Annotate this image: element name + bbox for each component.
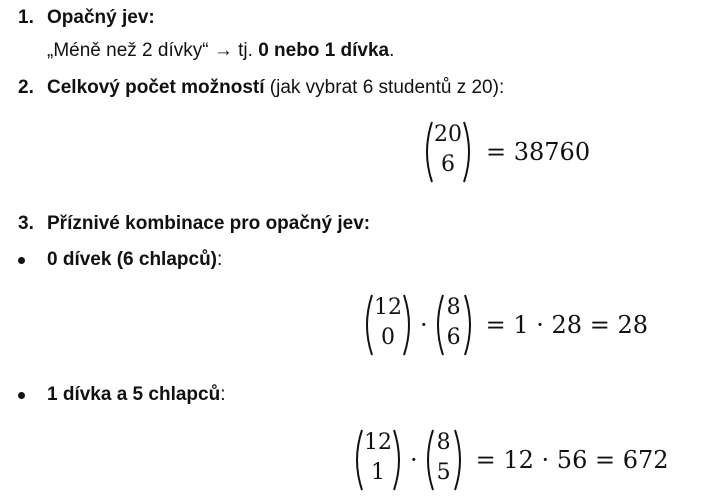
binom-bottom: 1	[371, 460, 385, 485]
step-1-number: 1.	[18, 7, 34, 28]
formula-total	[420, 120, 594, 184]
binomial-12-0	[360, 293, 416, 357]
case-2-title: 1 dívka a 5 chlapců	[47, 384, 221, 405]
binom-top: 8	[446, 295, 461, 320]
step-2-rest: (jak vybrat 6 studentů z 20):	[264, 77, 505, 98]
formula-case-2	[350, 428, 673, 492]
binomial-20-6	[420, 120, 476, 184]
step-2-title: Celkový počet možností	[47, 77, 265, 98]
step-2-text	[47, 76, 504, 100]
step-1-text-a: „Méně než 2 dívky“ → tj.	[47, 40, 259, 61]
binom-top: 8	[436, 430, 451, 455]
step-1-text	[47, 39, 394, 63]
dot-operator: ·	[410, 446, 418, 474]
step-1-text-end: .	[389, 40, 395, 61]
case-1-title: 0 dívek (6 chlapců)	[47, 249, 218, 270]
step-3-title: Příznivé kombinace pro opačný jev:	[47, 213, 371, 234]
case-1-label	[47, 248, 222, 272]
binom-top: 20	[434, 122, 462, 147]
step-1-title: Opačný jev:	[47, 7, 155, 28]
formula-result: = 38760	[486, 138, 591, 166]
bullet-icon	[18, 257, 25, 264]
formula-result: = 1 · 28 = 28	[485, 311, 648, 339]
binom-bottom: 6	[441, 152, 455, 177]
case-2-colon: :	[220, 384, 226, 405]
binom-bottom: 6	[446, 325, 461, 350]
formula-case-1	[360, 293, 652, 357]
binom-bottom: 5	[436, 460, 451, 485]
case-1-colon: :	[217, 249, 223, 270]
binomial-8-5	[422, 428, 466, 492]
binom-bottom: 0	[381, 325, 395, 350]
binom-top: 12	[374, 295, 402, 320]
step-1-text-bold: 0 nebo 1 dívka	[258, 40, 390, 61]
step-3-number: 3.	[18, 213, 34, 234]
binomial-12-1	[350, 428, 406, 492]
dot-operator: ·	[420, 311, 428, 339]
binomial-8-6	[432, 293, 476, 357]
formula-result: = 12 · 56 = 672	[475, 446, 669, 474]
step-2-number: 2.	[18, 77, 34, 98]
bullet-icon	[18, 392, 25, 399]
case-2-label	[47, 383, 225, 407]
binom-top: 12	[364, 430, 392, 455]
